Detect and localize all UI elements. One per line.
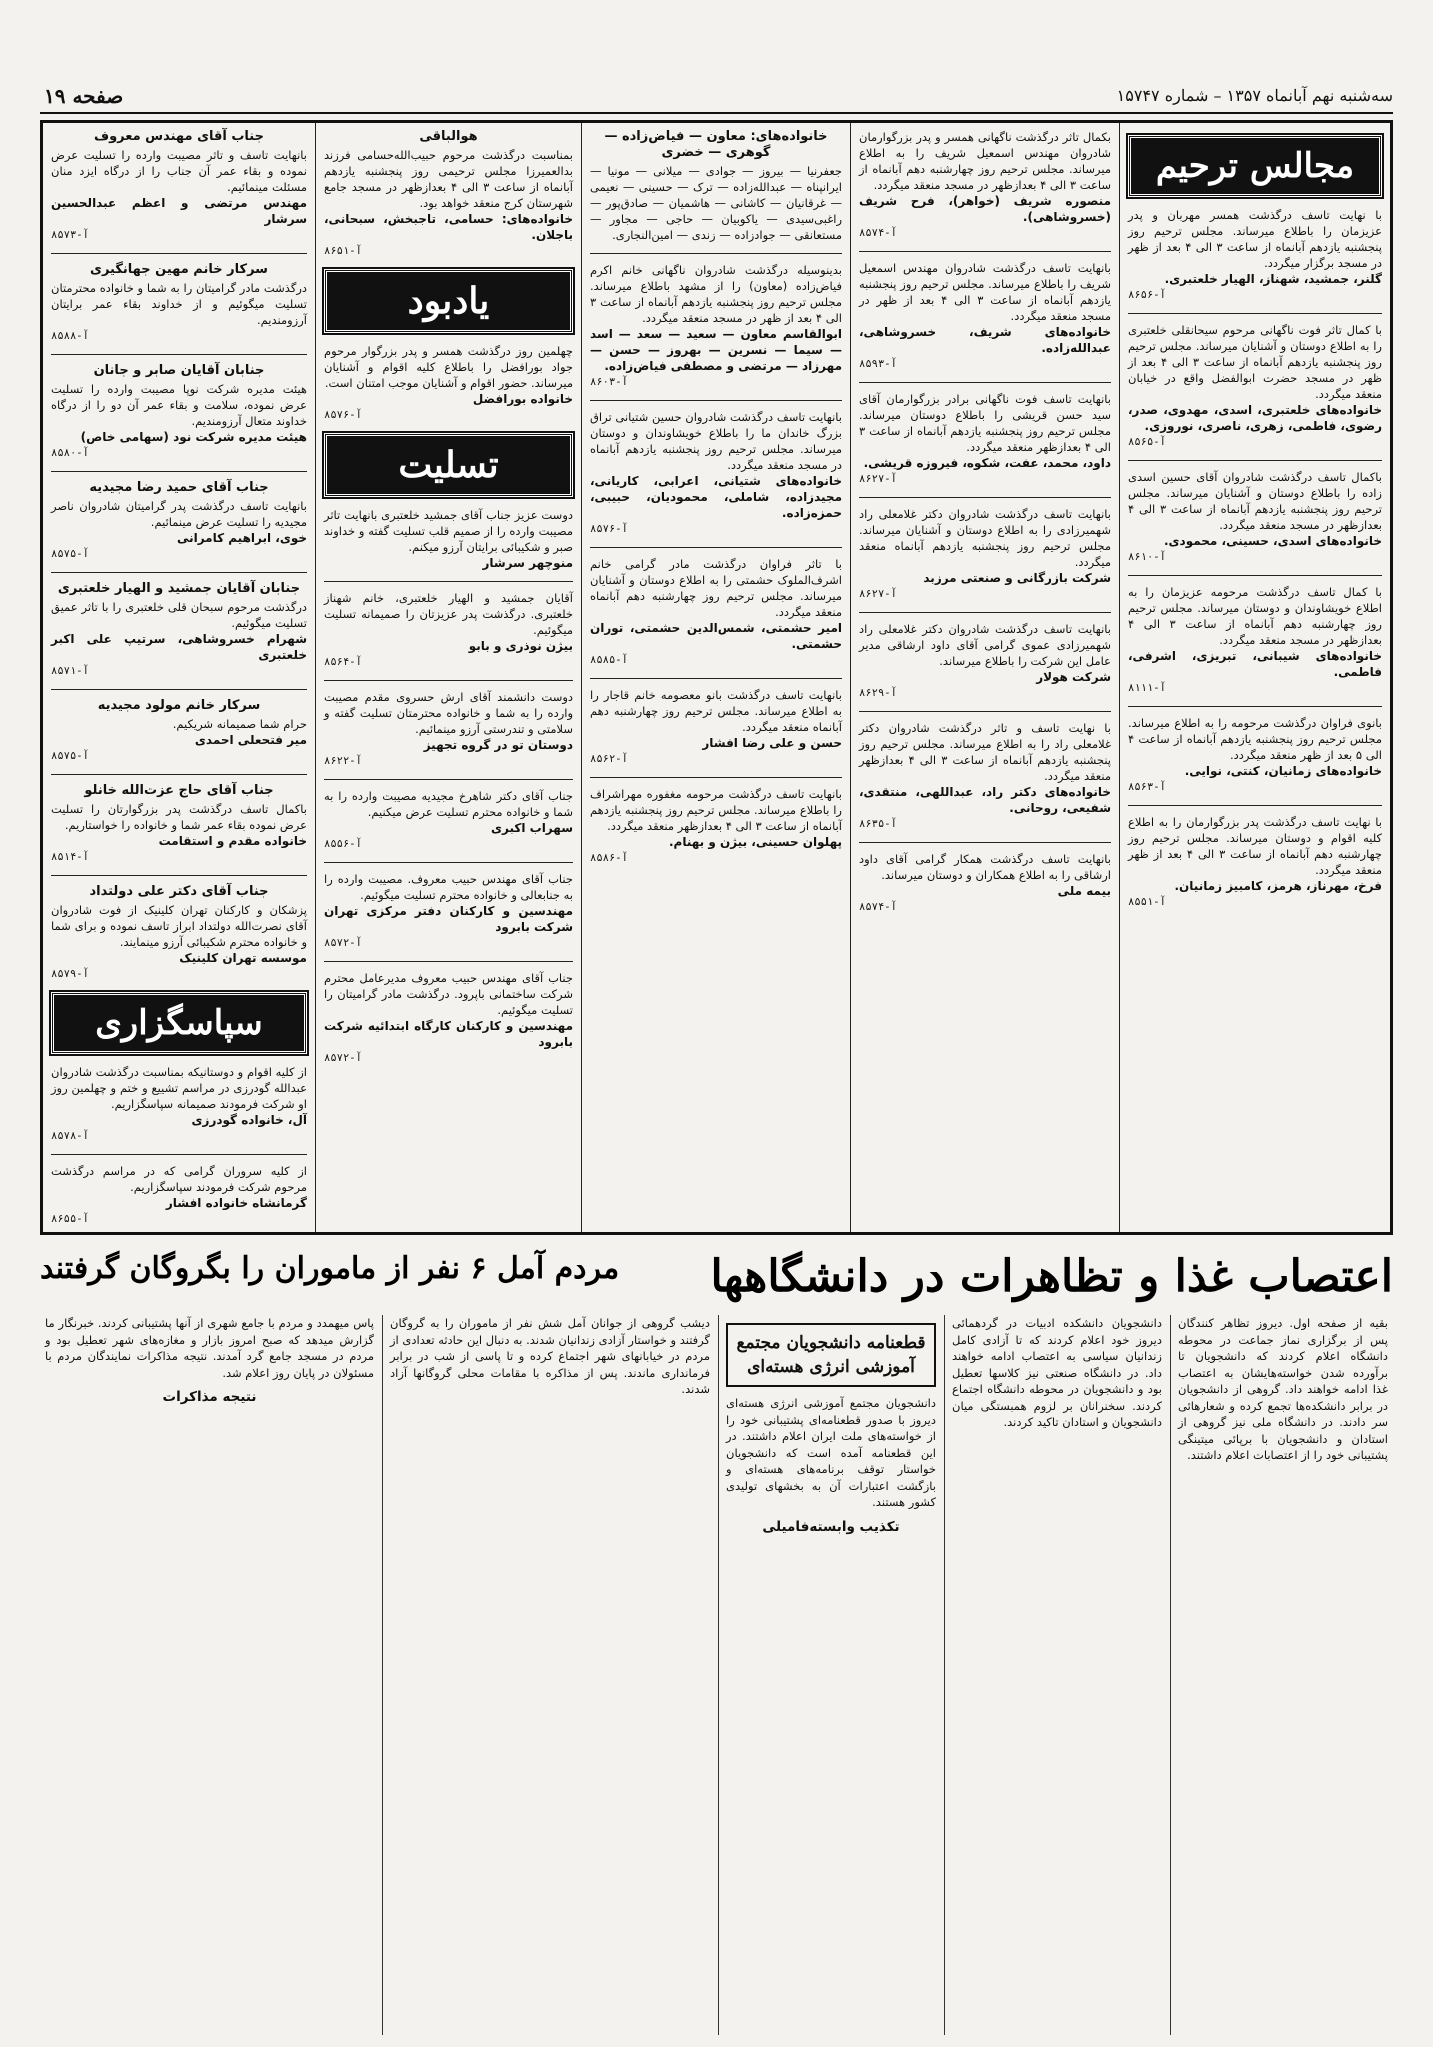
notice-body: بانهایت تاسف درگذشت مرحومه مغفوره مهراشراف را باطلاع میرساند. مجلس ترحیم روز پنجشنبه یازدهم آبانماه از ساعت ۳ الی ۴ بعدازظهر منعقد میگردد. [590, 787, 842, 833]
notice-signature: شرکت هولار [1036, 670, 1111, 684]
notice-ref: آ-۸۵۱۴ [51, 851, 89, 863]
notice [51, 698, 307, 764]
notice [324, 788, 573, 852]
notice [324, 590, 573, 670]
notice-signature: خانواده‌های اسدی، حسینی، محمودی. [1163, 534, 1382, 548]
notice [51, 262, 307, 344]
notice-signature: گلنر، جمشید، شهناز، الهیار خلعتبری. [1164, 272, 1382, 286]
notice [590, 262, 842, 390]
notice-signature: موسسه تهران کلینیک [179, 951, 307, 965]
notice-body: جناب آقای دکتر شاهرخ مجیدیه مصیبت وارده را به شما و خانواده محترم تسلیت عرض میکنیم. [324, 789, 573, 819]
notice-signature: داود، محمد، عفت، شکوه، فیروزه قریشی. [863, 456, 1111, 470]
notice-signature: خانواده بورافضل [472, 392, 573, 406]
notice-body: بمناسبت درگذشت مرحوم حبیب‌الله‌حسامی فرزند بدالعمیرزا مجلس ترحیمی روز پنجشنبه یازدهم آبانماه از ساعت ۳ الی ۴ بعدازظهر در مسجد جامع شهرستان کرج منعقد خواهد بود. [324, 148, 573, 210]
notice-signature: هیئت مدیره شرکت نود (سهامی خاص) [80, 430, 307, 444]
notice-ref: آ-۸۵۵۱ [1128, 896, 1166, 908]
notice-title: جناب آقای دکتر علی دولتداد [89, 884, 269, 899]
notices-column-2 [851, 123, 1119, 1232]
news-column-2 [947, 1315, 1167, 2035]
notices-column-1 [1120, 123, 1390, 1232]
page-header [40, 84, 1393, 114]
notice [859, 621, 1111, 701]
notices-column-3 [582, 123, 850, 1232]
notice-signature: شهرام خسروشاهی، سرتیپ علی اکبر خلعتبری [51, 632, 307, 662]
notice [51, 581, 307, 679]
notice-ref: آ-۸۵۶۵ [1128, 436, 1166, 448]
notice-signature: خانواده‌های شیبانی، تبریزی، اشرفی، فاطمی. [1128, 649, 1382, 679]
notice-body: بانهایت تاسف فوت ناگهانی برادر بزرگوارمان آقای سید حسن قریشی را باطلاع دوستان میرساند. مجلس ترحیم روز پنجشنبه یازدهم آبانماه از ساعت ۳ الی ۴ بعدازظهر منعقد میگردد. [859, 392, 1111, 454]
notice-ref: آ-۸۵۷۶ [324, 409, 362, 421]
notice-body: بانهایت تاسف درگذشت شادروان دکتر غلامعلی راد شهمیرزادی را به اطلاع دوستان و آشنایان میرساند. مجلس ترحیم روز پنجشنبه یازدهم آبانماه منعقد میگردد. [859, 507, 1111, 569]
notice-ref: آ-۸۶۵۵ [51, 1213, 89, 1225]
notice-signature: ابوالقاسم معاون — سعید — سعد — اسد — سیما — نسرین — بهروز — حسن — مهرزاد — مرتضی و مصطفی فیاض‌زاده. [590, 327, 842, 373]
notice-signature: خانواده‌های دکتر راد، عبداللهی، منتقدی، شفیعی، روحانی. [859, 785, 1111, 815]
notice-body: با نهایت تاسف درگذشت همسر مهربان و پدر عزیزمان را باطلاع میرساند. مجلس ترحیم روز پنجشنبه یازدهم آبانماه از ساعت ۳ الی ۴ بعد از ظهر در مسجد برگزار میگردد. [1128, 208, 1382, 270]
notice [590, 556, 842, 668]
banner-taslit: تسلیت [324, 433, 573, 497]
notice-body: با تاثر فراوان درگذشت مادر گرامی خانم اشرف‌الملوک حشمتی را به اطلاع دوستان و آشنایان میرساند. مجلس ترحیم روز چهارشنبه دهم آبانماه منعقد میگردد. [590, 557, 842, 619]
notice-ref: آ-۸۵۷۴ [859, 901, 897, 913]
notice-ref: آ-۸۵۷۶ [590, 523, 628, 535]
notice-body: چهلمین روز درگذشت همسر و پدر بزرگوار مرحوم جواد بورافضل را باطلاع کلیه اقوام و آشنایان میرساند. حضور اقوام و آشنایان موجب امتنان است. [324, 344, 573, 390]
notice [324, 689, 573, 769]
notice-ref: آ-۸۶۰۳ [590, 376, 628, 388]
notice-title: خانواده‌های: معاون — فیاض‌زاده — گوهری — خضری [604, 129, 828, 160]
notice-ref: آ-۸۶۲۷ [859, 588, 897, 600]
news-column-3 [721, 1315, 941, 2035]
notice [590, 786, 842, 866]
notice-body: بکمال تاثر درگذشت ناگهانی همسر و پدر بزرگوارمان شادروان مهندس اسمعیل شریف را به اطلاع میرساند. مجلس ترحیم روز چهارشنبه دهم آبانماه از ساعت ۳ الی ۴ بعدازظهر در مسجد منعقد میگردد. [859, 130, 1111, 192]
notice-body: از کلیه اقوام و دوستانیکه بمناسبت درگذشت شادروان عبدالله گودرزی در مراسم تشییع و ختم و چهلمین روز او شرکت فرمودند صمیمانه سپاسگزاریم. [51, 1065, 307, 1111]
notice [51, 1163, 307, 1227]
notice [859, 129, 1111, 241]
notice [51, 480, 307, 562]
banner-yadbud: یادبود [324, 269, 573, 333]
headline-strikes: اعتصاب غذا و تظاهرات در دانشگاهها [710, 1251, 1393, 1302]
banner-sepas: سپاسگزاری [51, 992, 307, 1054]
notice-title: جناب آقای مهندس معروف [93, 129, 264, 144]
notice-title: هوالباقی [419, 129, 478, 144]
issue-line: سه‌شنبه نهم آبانماه ۱۳۵۷ – شماره ۱۵۷۴۷ [1116, 86, 1393, 105]
notice-body: درگذشت مرحوم سبحان قلی خلعتبری را با تاثر عمیق تسلیت میگوئیم. [51, 600, 307, 630]
notices-column-4 [316, 123, 581, 1232]
notice-signature: منصوره شریف (خواهر)، فرح شریف (خسروشاهی). [859, 194, 1111, 224]
notice [1128, 469, 1382, 565]
notice-ref: آ-۸۶۵۱ [324, 245, 362, 257]
notice-signature: حسن و علی رضا افشار [702, 736, 842, 750]
notices-section [40, 120, 1393, 1235]
notice-signature: خانواده‌های شریف، خسروشاهی، عبدالله‌زاده. [859, 325, 1111, 355]
notice-body: بانهایت تاسف درگذشت شادروان حسین شتیانی تراق بزرگ خاندان ما را باطلاع خویشاوندان و دوستان میرساند. مجلس ترحیم روز پنجشنبه یازدهم آبانماه در مسجد منعقد میگردد. [590, 410, 842, 472]
notice-body: بانهایت تاسف درگذشت همکار گرامی آقای داود ارشاقی را به اطلاع همکاران و دوستان میرساند. [859, 852, 1111, 882]
news-paragraph: پاس میهمدد و مردم با جامع شهری از آنها پشتیبانی کردند. خبرنگار ما گزارش میدهد که صبح امروز بازار و مغازه‌های شهر تعطیل بود و مردم در مسجد جامع گرد آمدند. نتیجه مذاکرات نمایندگان مردم با مسئولان در پایان روز اعلام شد. [45, 1316, 374, 1380]
notice-body: بدینوسیله درگذشت شادروان ناگهانی خانم اکرم فیاض‌زاده (معاون) را از مشهد باطلاع میرساند. مجلس ترحیم روز پنجشنبه یازدهم آبانماه از ساعت ۳ الی ۴ بعد از ظهر در مسجد منعقد میگردد. [590, 263, 842, 325]
notice-body: بانهایت تاسف درگذشت پدر گرامیتان شادروان ناصر مجیدیه را تسلیت عرض مینمائیم. [51, 499, 307, 529]
notice-ref: آ-۸۵۵۶ [324, 838, 362, 850]
notice [590, 409, 842, 537]
notice-title: جنابان آقایان جمشید و الهیار خلعتبری [57, 581, 301, 596]
notice-signature: خوی، ابراهیم کامرانی [176, 531, 307, 545]
news-column-1 [1173, 1315, 1393, 2035]
notice [590, 687, 842, 767]
notice-body: دوست عزیز جناب آقای جمشید خلعتبری بانهایت تاثر مصیبت وارده را از صمیم قلب تسلیت گفته و خداوند صبر و شکیبائی برایتان آرزو میکنم. [324, 508, 573, 554]
notice-ref: آ-۸۶۲۲ [324, 755, 362, 767]
news-section [40, 1245, 1393, 2035]
notice [51, 363, 307, 461]
notice-body: بانهایت تاسف درگذشت شادروان مهندس اسمعیل شریف را باطلاع میرساند. مجلس ترحیم روز پنجشنبه یازدهم آبانماه از ساعت ۳ الی ۴ بعد از ظهر در مسجد منعقد میگردد. [859, 261, 1111, 323]
notice [1128, 322, 1382, 450]
notice-body: بانهایت تاسف درگذشت شادروان دکتر غلامعلی راد شهمیرزادی عموی گرامی آقای داود ارشاقی مدیر عامل این شرکت را باطلاع میرساند. [859, 622, 1111, 668]
notice-signature: سهراب اکبری [491, 821, 573, 835]
notice-ref: آ-۸۵۶۲ [590, 753, 628, 765]
notice [859, 260, 1111, 372]
notice-ref: آ-۸۱۱۱ [1128, 682, 1166, 694]
notice [51, 1064, 307, 1144]
notice-signature: آل، خانواده گودرزی [191, 1113, 307, 1127]
news-paragraph: دیشب گروهی از جوانان آمل شش نفر از ماموران را به گروگان گرفتند و خواستار آزادی زندانیان شدند. به دنبال این حادثه تعدادی از مردم در خیابانهای شهر اجتماع کرده و تا پاسی از شب در برابر فرمانداری ماندند. پس از مذاکره با مقامات محلی گروگانها آزاد شدند. [390, 1316, 710, 1396]
notice-signature: مهندس مرتضی و اعظم عبدالحسین سرشار [51, 196, 307, 226]
subhead-results: نتیجه مذاکرات [162, 1389, 257, 1405]
notice [859, 720, 1111, 832]
notice-ref: آ-۸۶۵۶ [1128, 289, 1166, 301]
notice [324, 129, 573, 259]
notice-ref: آ-۸۶۱۰ [1128, 551, 1166, 563]
notice-body: جناب آقای مهندس حبیب معروف مدیرعامل محترم شرکت ساختمانی باپرود. درگذشت مادر گرامیتان را تسلیت میگوئیم. [324, 971, 573, 1017]
news-column-4 [385, 1315, 715, 2035]
notice-body: هیئت مدیره شرکت نوپا مصیبت وارده را تسلیت عرض نموده، سلامت و بقاء عمر آن دو را از درگاه خداوند متعال آرزومندیم. [51, 382, 307, 428]
notice-signature: بیژن نوذری و بابو [468, 639, 573, 653]
notice-signature: میر فتحعلی احمدی [194, 733, 307, 747]
notice-body: جعفرنیا — بیروز — جوادی — میلانی — مونیا — ایرانپناه — عبدالله‌زاده — ترک — حسینی — نعیمی — غرقانیان — کاشانی — هاشمیان — صادق‌پور — راغبی‌سیدی — یاکوبیان — حاجی — مجاور — مستعانقی — جوادزاده — زندی — امین‌النجاری. [590, 164, 842, 242]
notice-body: بانهایت تاسف درگذشت بانو معصومه خانم قاجار را به اطلاع میرساند. مجلس ترحیم روز چهارشنبه دهم آبانماه منعقد میگردد. [590, 688, 842, 734]
notice-title: جناب آقای حاج عزت‌الله خانلو [84, 783, 274, 798]
headline-amol-hostages: مردم آمل ۶ نفر از ماموران را بگروگان گرفتند [40, 1251, 620, 1286]
notice-signature: خانواده‌های خلعتبری، اسدی، مهدوی، صدر، رضوی، فاطمی، زهری، ناصری، نوروزی. [1128, 403, 1382, 433]
notice-signature: امیر حشمتی، شمس‌الدین حشمتی، توران حشمتی. [590, 621, 842, 651]
notice-body: بانوی فراوان درگذشت مرحومه را به اطلاع میرساند. مجلس ترحیم روز پنجشنبه یازدهم آبانماه از ساعت ۴ الی ۵ بعد از ظهر منعقد میگردد. [1128, 716, 1382, 762]
notice-signature: گرمانشاه خانواده افشار [165, 1196, 307, 1210]
statement-box-title: قطعنامه دانشجویان مجتمع آموزشی انرژی هسته‌ای [726, 1323, 936, 1387]
notice-ref: آ-۸۶۲۷ [859, 473, 897, 485]
subhead-denial: تکذیب وابسته‌فامیلی [762, 1518, 900, 1535]
notice-ref: آ-۸۵۷۱ [51, 665, 89, 677]
notice-ref: آ-۸۶۳۵ [859, 818, 897, 830]
notice [859, 506, 1111, 602]
notice [859, 391, 1111, 487]
notice-ref: آ-۸۵۸۶ [590, 852, 628, 864]
notice-body: با نهایت تاسف درگذشت پدر بزرگوارمان را به اطلاع کلیه اقوام و دوستان میرساند. مجلس ترحیم روز چهارشنبه دهم آبانماه از ساعت ۳ الی ۴ بعد از ظهر منعقد میگردد. [1128, 815, 1382, 877]
notice [1128, 715, 1382, 795]
news-column-5 [40, 1315, 379, 2035]
notice-title: جنابان آقایان صابر و جانان [93, 363, 265, 378]
notice-signature: بیمه ملی [1057, 884, 1111, 898]
notice-ref: آ-۸۵۷۴ [859, 227, 897, 239]
notice-ref: آ-۸۵۷۵ [51, 750, 89, 762]
notice-ref: آ-۸۵۷۹ [51, 968, 89, 980]
notice-signature: فرخ، مهرناز، هرمز، کامبیز زمانیان. [1174, 879, 1382, 893]
notice-ref: آ-۸۵۷۳ [51, 229, 89, 241]
notices-column-5 [43, 123, 315, 1232]
notice-signature: مهندسین و کارکنان دفتر مرکزی تهران شرکت بابرود [324, 904, 573, 934]
news-paragraph: بقیه از صفحه اول. دیروز تظاهر کنندگان پس از برگزاری نماز جماعت در محوطه دانشگاه اعلام کردند که دانشجویان تا برآورده شدن خواسته‌هایشان به اعتصاب غذا ادامه خواهند داد. گروهی از دانشجویان در برابر دانشکده‌ها تجمع کرده و شعارهائی سر دادند. در دانشگاه ملی نیز گروهی از استادان و دانشجویان با برپائی میتینگی پشتیبانی خود را از اعتصابات اعلام داشتند. [1178, 1316, 1388, 1462]
notice-ref: آ-۸۵۸۰ [51, 447, 89, 459]
notice-body: باکمال تاسف درگذشت شادروان آقای حسین اسدی زاده را باطلاع دوستان و آشنایان میرساند. مجلس ترحیم روز پنجشنبه یازدهم آبانماه از ساعت ۳ الی ۴ بعدازظهر در مسجد منعقد میگردد. [1128, 470, 1382, 532]
notice-title: جناب آقای حمید رضا مجیدیه [89, 480, 269, 495]
notice-body: درگذشت مادر گرامیتان را به شما و خانواده محترمتان تسلیت میگوئیم و از خداوند بقاء عمر برایتان آرزومندیم. [51, 281, 307, 327]
notice-body: از کلیه سروران گرامی که در مراسم درگذشت مرحوم شرکت فرمودند سپاسگزاریم. [51, 1164, 307, 1194]
notice-body: بانهایت تاسف و تاثر مصیبت وارده را تسلیت عرض نموده و بقاء عمر آن جناب را از درگاه ایزد منان مسئلت مینمائیم. [51, 148, 307, 194]
notice-ref: آ-۸۵۷۵ [51, 548, 89, 560]
notice-ref: آ-۸۶۲۹ [859, 687, 897, 699]
notice [324, 343, 573, 423]
notice-body: با کمال تاثر فوت ناگهانی مرحوم سیحانقلی خلعتبری را به اطلاع دوستان و آشنایان میرساند. مجلس ترحیم روز پنجشنبه یازدهم آبانماه از ساعت ۳ الی ۴ بعد از ظهر در مسجد حضرت ابوالفضل واقع در خیابان منعقد میگردد. [1128, 323, 1382, 401]
notice-body: حرام شما صمیمانه شریکیم. [172, 717, 307, 731]
notice [324, 871, 573, 951]
notice [1128, 207, 1382, 303]
notice-ref: آ-۸۵۸۵ [590, 654, 628, 666]
notice-signature: منوچهر سرشار [482, 556, 573, 570]
news-paragraph: دانشجویان دانشکده ادبیات در گردهمائی دیروز خود اعلام کردند که تا آزادی کامل زندانیان سیاسی به اعتصاب ادامه خواهند داد. در دانشگاه صنعتی نیز کلاسها تعطیل بود و دانشجویان در محوطه دانشگاه اجتماع کردند. سخنرانان بر لزوم همبستگی میان دانشجویان و استادان تاکید کردند. [952, 1316, 1162, 1429]
news-paragraph: دانشجویان مجتمع آموزشی انرژی هسته‌ای دیروز با صدور قطعنامه‌ای پشتیبانی خود را از خواسته‌های ملت ایران اعلام داشتند. در این قطعنامه آمده است که دانشجویان خواستار توقف برنامه‌های هسته‌ای و بازگشت اعتبارات آن به بخشهای تولیدی کشور هستند. [726, 1396, 936, 1509]
notice-body: باکمال تاسف درگذشت پدر بزرگوارتان را تسلیت عرض نموده بقاء عمر شما و خانواده را خواستاریم. [51, 802, 307, 832]
notice [1128, 814, 1382, 910]
notice-signature: مهندسین و کارکنان کارگاه ابتدائیه شرکت بابرود [324, 1019, 573, 1049]
notice-body: دوست دانشمند آقای ارش حسروی مقدم مصیبت وارده را به شما و خانواده محترمتان تسلیت گفته و سلامتی و تندرستی آرزو مینمائیم. [324, 690, 573, 736]
notice-body: آقایان جمشید و الهیار خلعتبری، خانم شهناز خلعتبری. درگذشت پدر عزیزتان را صمیمانه تسلیت میگوئیم. [324, 591, 573, 637]
notice-signature: دوستان تو در گروه تجهیز [423, 738, 573, 752]
notice [51, 783, 307, 865]
banner-majales: مجالس ترحیم [1128, 135, 1382, 197]
notice [590, 129, 842, 243]
notice-body: با نهایت تاسف و تاثر درگذشت شادروان دکتر غلامعلی راد را به اطلاع میرساند. مجلس ترحیم روز پنجشنبه یازدهم آبانماه از ساعت ۳ الی ۴ بعدازظهر منعقد میگردد. [859, 721, 1111, 783]
notice-ref: آ-۸۵۷۲ [324, 1052, 362, 1064]
notice-body: پزشکان و کارکنان تهران کلینیک از فوت شادروان آقای نصرت‌الله دولتداد ابراز تاسف نموده و برای شما و خانواده محترم شکیبائی آرزو مینمایند. [51, 903, 307, 949]
page-number: صفحه ۱۹ [44, 84, 124, 108]
notice-body: با کمال تاسف درگذشت مرحومه عزیزمان را به اطلاع خویشاوندان و دوستان میرساند. مجلس ترحیم روز چهارشنبه دهم آبانماه از ساعت ۳ الی ۴ بعدازظهر در مسجد منعقد میگردد. [1128, 585, 1382, 647]
notice-ref: آ-۸۵۸۸ [51, 330, 89, 342]
notice-ref: آ-۸۵۷۸ [51, 1130, 89, 1142]
notice-signature: شرکت بازرگانی و صنعتی مرزبد [923, 571, 1111, 585]
notice-title: سرکار خانم مهین جهانگیری [90, 262, 268, 277]
notice [324, 507, 573, 571]
notice [1128, 584, 1382, 696]
notice-signature: خانواده مقدم و استقامت [158, 834, 307, 848]
notice [51, 129, 307, 243]
notice [324, 970, 573, 1066]
notice-ref: آ-۸۵۹۳ [859, 358, 897, 370]
notice-signature: خانواده‌های شتیانی، اعرابی، کاریانی، مجیدزاده، شاملی، محمودیان، حبیبی، حمزه‌زاده. [590, 474, 842, 520]
notice [859, 851, 1111, 915]
notice-title: سرکار خانم مولود مجیدیه [97, 698, 261, 713]
notice-ref: آ-۸۵۷۲ [324, 937, 362, 949]
notice-ref: آ-۸۵۶۳ [1128, 781, 1166, 793]
notice-signature: خانواده‌های: حسامی، تاجبخش، سبحانی، باجلان. [324, 212, 573, 242]
notice-ref: آ-۸۵۶۴ [324, 656, 362, 668]
notice-signature: خانواده‌های زمانیان، کنتی، نوایی. [1184, 764, 1382, 778]
notice-signature: پهلوان حسینی، بیژن و بهنام. [668, 835, 842, 849]
notice-body: جناب آقای مهندس حبیب معروف. مصیبت وارده را به جنابعالی و خانواده محترم تسلیت میگوئیم. [324, 872, 573, 902]
notice [51, 884, 307, 982]
